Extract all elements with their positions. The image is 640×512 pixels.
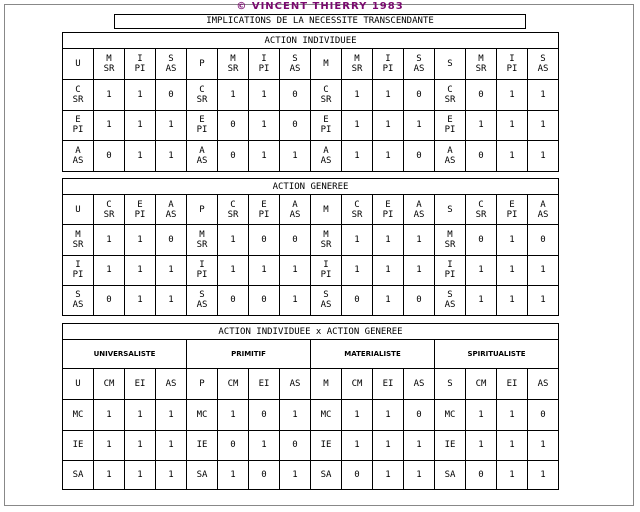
table-cell: 1 xyxy=(156,430,187,461)
table-cell: 1 xyxy=(156,255,187,285)
table-cell: 1 xyxy=(373,461,404,490)
table-row xyxy=(63,255,559,285)
column-header: A AS xyxy=(280,195,311,225)
table-action-generee xyxy=(62,178,559,316)
table-cell: 0 xyxy=(466,80,497,111)
table-cell: 0 xyxy=(466,225,497,255)
table-cell: 1 xyxy=(94,399,125,430)
column-header: C SR xyxy=(218,195,249,225)
column-header: P xyxy=(187,369,218,400)
table-cell: 1 xyxy=(280,255,311,285)
table-cell: 1 xyxy=(94,255,125,285)
copyright-notice: © VINCENT THIERRY 1983 xyxy=(236,1,404,12)
column-header: P xyxy=(187,195,218,225)
column-header: M SR xyxy=(94,49,125,80)
table-cell: 0 xyxy=(249,225,280,255)
table-cell: 1 xyxy=(94,80,125,111)
table-cell: 1 xyxy=(249,110,280,141)
table-cell: 0 xyxy=(404,80,435,111)
table-cell: 0 xyxy=(156,80,187,111)
column-header: CM xyxy=(94,369,125,400)
row-header: I PI xyxy=(435,255,466,285)
table-cell: 1 xyxy=(528,110,559,141)
table-cell: 0 xyxy=(342,285,373,315)
table-cell: 0 xyxy=(342,461,373,490)
column-header: S AS xyxy=(528,49,559,80)
table-action-combined xyxy=(62,323,559,490)
row-header: A AS xyxy=(311,141,342,172)
row-header: I PI xyxy=(63,255,94,285)
row-header: C SR xyxy=(187,80,218,111)
table-cell: 1 xyxy=(528,141,559,172)
column-header: S xyxy=(435,49,466,80)
table-cell: 1 xyxy=(497,285,528,315)
table-cell: 0 xyxy=(528,399,559,430)
row-header: MC xyxy=(187,399,218,430)
column-header: M xyxy=(311,195,342,225)
column-header: AS xyxy=(528,369,559,400)
table-cell: 0 xyxy=(280,225,311,255)
table-cell: 0 xyxy=(156,225,187,255)
table-cell: 1 xyxy=(342,255,373,285)
table-cell: 1 xyxy=(125,399,156,430)
table-title: ACTION INDIVIDUEE xyxy=(63,33,559,49)
table-title: ACTION INDIVIDUEE x ACTION GENEREE xyxy=(63,324,559,340)
table-cell: 0 xyxy=(466,141,497,172)
table-cell: 1 xyxy=(528,255,559,285)
column-header: C SR xyxy=(466,195,497,225)
table-cell: 1 xyxy=(125,225,156,255)
page-title: IMPLICATIONS DE LA NECESSITE TRANSCENDANTE xyxy=(114,14,526,29)
row-header: S AS xyxy=(435,285,466,315)
table-cell: 1 xyxy=(497,110,528,141)
table-cell: 0 xyxy=(404,141,435,172)
table-cell: 1 xyxy=(156,141,187,172)
table-row xyxy=(63,461,559,490)
table-cell: 1 xyxy=(373,399,404,430)
column-header: U xyxy=(63,369,94,400)
column-header: EI xyxy=(373,369,404,400)
table-cell: 1 xyxy=(373,285,404,315)
table-cell: 1 xyxy=(497,461,528,490)
table-cell: 1 xyxy=(342,80,373,111)
table-row xyxy=(63,80,559,111)
table-cell: 0 xyxy=(249,399,280,430)
table-cell: 1 xyxy=(404,110,435,141)
row-header: A AS xyxy=(187,141,218,172)
table-cell: 1 xyxy=(373,141,404,172)
table-cell: 1 xyxy=(497,399,528,430)
table-cell: 1 xyxy=(125,255,156,285)
table-cell: 1 xyxy=(404,430,435,461)
table-action-individuee xyxy=(62,32,559,172)
column-header: E PI xyxy=(497,195,528,225)
column-header: U xyxy=(63,49,94,80)
table-row xyxy=(63,141,559,172)
table-cell: 1 xyxy=(218,225,249,255)
table-cell: 1 xyxy=(280,285,311,315)
table-cell: 0 xyxy=(218,430,249,461)
table-cell: 1 xyxy=(497,430,528,461)
row-header: M SR xyxy=(435,225,466,255)
table-cell: 1 xyxy=(528,80,559,111)
row-header: E PI xyxy=(63,110,94,141)
table-cell: 1 xyxy=(156,399,187,430)
column-header: AS xyxy=(280,369,311,400)
table-cell: 0 xyxy=(280,80,311,111)
table-cell: 1 xyxy=(342,225,373,255)
column-header: U xyxy=(63,195,94,225)
table-cell: 1 xyxy=(94,110,125,141)
row-header: E PI xyxy=(435,110,466,141)
table-cell: 1 xyxy=(404,255,435,285)
table-cell: 0 xyxy=(528,225,559,255)
table-cell: 1 xyxy=(280,399,311,430)
table-cell: 1 xyxy=(342,430,373,461)
row-header: A AS xyxy=(435,141,466,172)
row-header: S AS xyxy=(187,285,218,315)
row-header: S AS xyxy=(311,285,342,315)
row-header: I PI xyxy=(187,255,218,285)
column-header: I PI xyxy=(497,49,528,80)
table-cell: 1 xyxy=(125,285,156,315)
column-header: EI xyxy=(249,369,280,400)
table-cell: 0 xyxy=(280,430,311,461)
table-cell: 1 xyxy=(404,225,435,255)
row-header: SA xyxy=(311,461,342,490)
table-cell: 1 xyxy=(373,225,404,255)
table-cell: 1 xyxy=(342,141,373,172)
table-cell: 1 xyxy=(125,430,156,461)
table-cell: 1 xyxy=(218,255,249,285)
column-header: M SR xyxy=(342,49,373,80)
column-header: S AS xyxy=(280,49,311,80)
column-header: A AS xyxy=(156,195,187,225)
table-cell: 0 xyxy=(249,285,280,315)
table-cell: 0 xyxy=(466,461,497,490)
row-header: IE xyxy=(311,430,342,461)
row-header: IE xyxy=(187,430,218,461)
table-cell: 1 xyxy=(497,225,528,255)
column-header: A AS xyxy=(528,195,559,225)
row-header: E PI xyxy=(187,110,218,141)
table-cell: 1 xyxy=(373,110,404,141)
table-cell: 1 xyxy=(94,430,125,461)
row-header: M SR xyxy=(63,225,94,255)
row-header: C SR xyxy=(311,80,342,111)
column-header: E PI xyxy=(373,195,404,225)
row-header: MC xyxy=(435,399,466,430)
table-cell: 1 xyxy=(249,141,280,172)
row-header: SA xyxy=(435,461,466,490)
table-cell: 1 xyxy=(94,225,125,255)
table-cell: 1 xyxy=(373,80,404,111)
table-cell: 1 xyxy=(94,461,125,490)
row-header: M SR xyxy=(311,225,342,255)
column-header: E PI xyxy=(249,195,280,225)
table-cell: 1 xyxy=(466,110,497,141)
table-cell: 1 xyxy=(497,141,528,172)
table-cell: 1 xyxy=(466,255,497,285)
column-header: M SR xyxy=(218,49,249,80)
column-header: EI xyxy=(497,369,528,400)
row-header: A AS xyxy=(63,141,94,172)
column-header: S xyxy=(435,195,466,225)
table-cell: 1 xyxy=(249,255,280,285)
table-cell: 1 xyxy=(497,80,528,111)
table-row xyxy=(63,285,559,315)
column-header: S xyxy=(435,369,466,400)
column-header: CM xyxy=(466,369,497,400)
table-cell: 1 xyxy=(466,285,497,315)
table-cell: 1 xyxy=(156,110,187,141)
table-cell: 0 xyxy=(404,285,435,315)
table-cell: 1 xyxy=(156,285,187,315)
table-cell: 0 xyxy=(249,461,280,490)
column-header: CM xyxy=(342,369,373,400)
column-header: P xyxy=(187,49,218,80)
column-header: CM xyxy=(218,369,249,400)
row-header: S AS xyxy=(63,285,94,315)
table-cell: 1 xyxy=(218,399,249,430)
row-header: E PI xyxy=(311,110,342,141)
row-header: SA xyxy=(187,461,218,490)
table-cell: 1 xyxy=(342,399,373,430)
row-header: C SR xyxy=(435,80,466,111)
row-header: IE xyxy=(435,430,466,461)
table-cell: 0 xyxy=(218,110,249,141)
table-cell: 1 xyxy=(404,461,435,490)
table-cell: 1 xyxy=(125,110,156,141)
table-cell: 1 xyxy=(373,255,404,285)
column-header: AS xyxy=(156,369,187,400)
table-cell: 1 xyxy=(342,110,373,141)
column-header: I PI xyxy=(249,49,280,80)
group-header: UNIVERSALISTE xyxy=(63,340,187,369)
column-header: I PI xyxy=(373,49,404,80)
row-header: SA xyxy=(63,461,94,490)
table-cell: 1 xyxy=(280,461,311,490)
column-header: M SR xyxy=(466,49,497,80)
column-header: M xyxy=(311,49,342,80)
table-cell: 1 xyxy=(125,461,156,490)
table-cell: 1 xyxy=(373,430,404,461)
row-header: IE xyxy=(63,430,94,461)
table-cell: 0 xyxy=(404,399,435,430)
table-cell: 0 xyxy=(94,141,125,172)
table-cell: 1 xyxy=(218,80,249,111)
table-cell: 1 xyxy=(249,430,280,461)
table-cell: 0 xyxy=(280,110,311,141)
column-header: A AS xyxy=(404,195,435,225)
column-header: M xyxy=(311,369,342,400)
table-cell: 1 xyxy=(528,285,559,315)
table-cell: 1 xyxy=(466,430,497,461)
column-header: C SR xyxy=(94,195,125,225)
row-header: C SR xyxy=(63,80,94,111)
table-title: ACTION GENEREE xyxy=(63,179,559,195)
column-header: EI xyxy=(125,369,156,400)
table-cell: 1 xyxy=(218,461,249,490)
table-row xyxy=(63,225,559,255)
column-header: E PI xyxy=(125,195,156,225)
table-row xyxy=(63,110,559,141)
table-cell: 1 xyxy=(280,141,311,172)
group-header: SPIRITUALISTE xyxy=(435,340,559,369)
row-header: MC xyxy=(63,399,94,430)
table-cell: 0 xyxy=(218,141,249,172)
column-header: C SR xyxy=(342,195,373,225)
table-cell: 1 xyxy=(497,255,528,285)
table-cell: 1 xyxy=(125,80,156,111)
table-row xyxy=(63,399,559,430)
group-header: MATERIALISTE xyxy=(311,340,435,369)
column-header: AS xyxy=(404,369,435,400)
table-cell: 1 xyxy=(528,461,559,490)
table-cell: 0 xyxy=(94,285,125,315)
table-cell: 1 xyxy=(528,430,559,461)
group-header: PRIMITIF xyxy=(187,340,311,369)
table-row xyxy=(63,430,559,461)
table-cell: 1 xyxy=(156,461,187,490)
row-header: MC xyxy=(311,399,342,430)
column-header: I PI xyxy=(125,49,156,80)
table-cell: 0 xyxy=(218,285,249,315)
row-header: M SR xyxy=(187,225,218,255)
table-cell: 1 xyxy=(249,80,280,111)
table-cell: 1 xyxy=(125,141,156,172)
row-header: I PI xyxy=(311,255,342,285)
column-header: S AS xyxy=(404,49,435,80)
table-cell: 1 xyxy=(466,399,497,430)
column-header: S AS xyxy=(156,49,187,80)
